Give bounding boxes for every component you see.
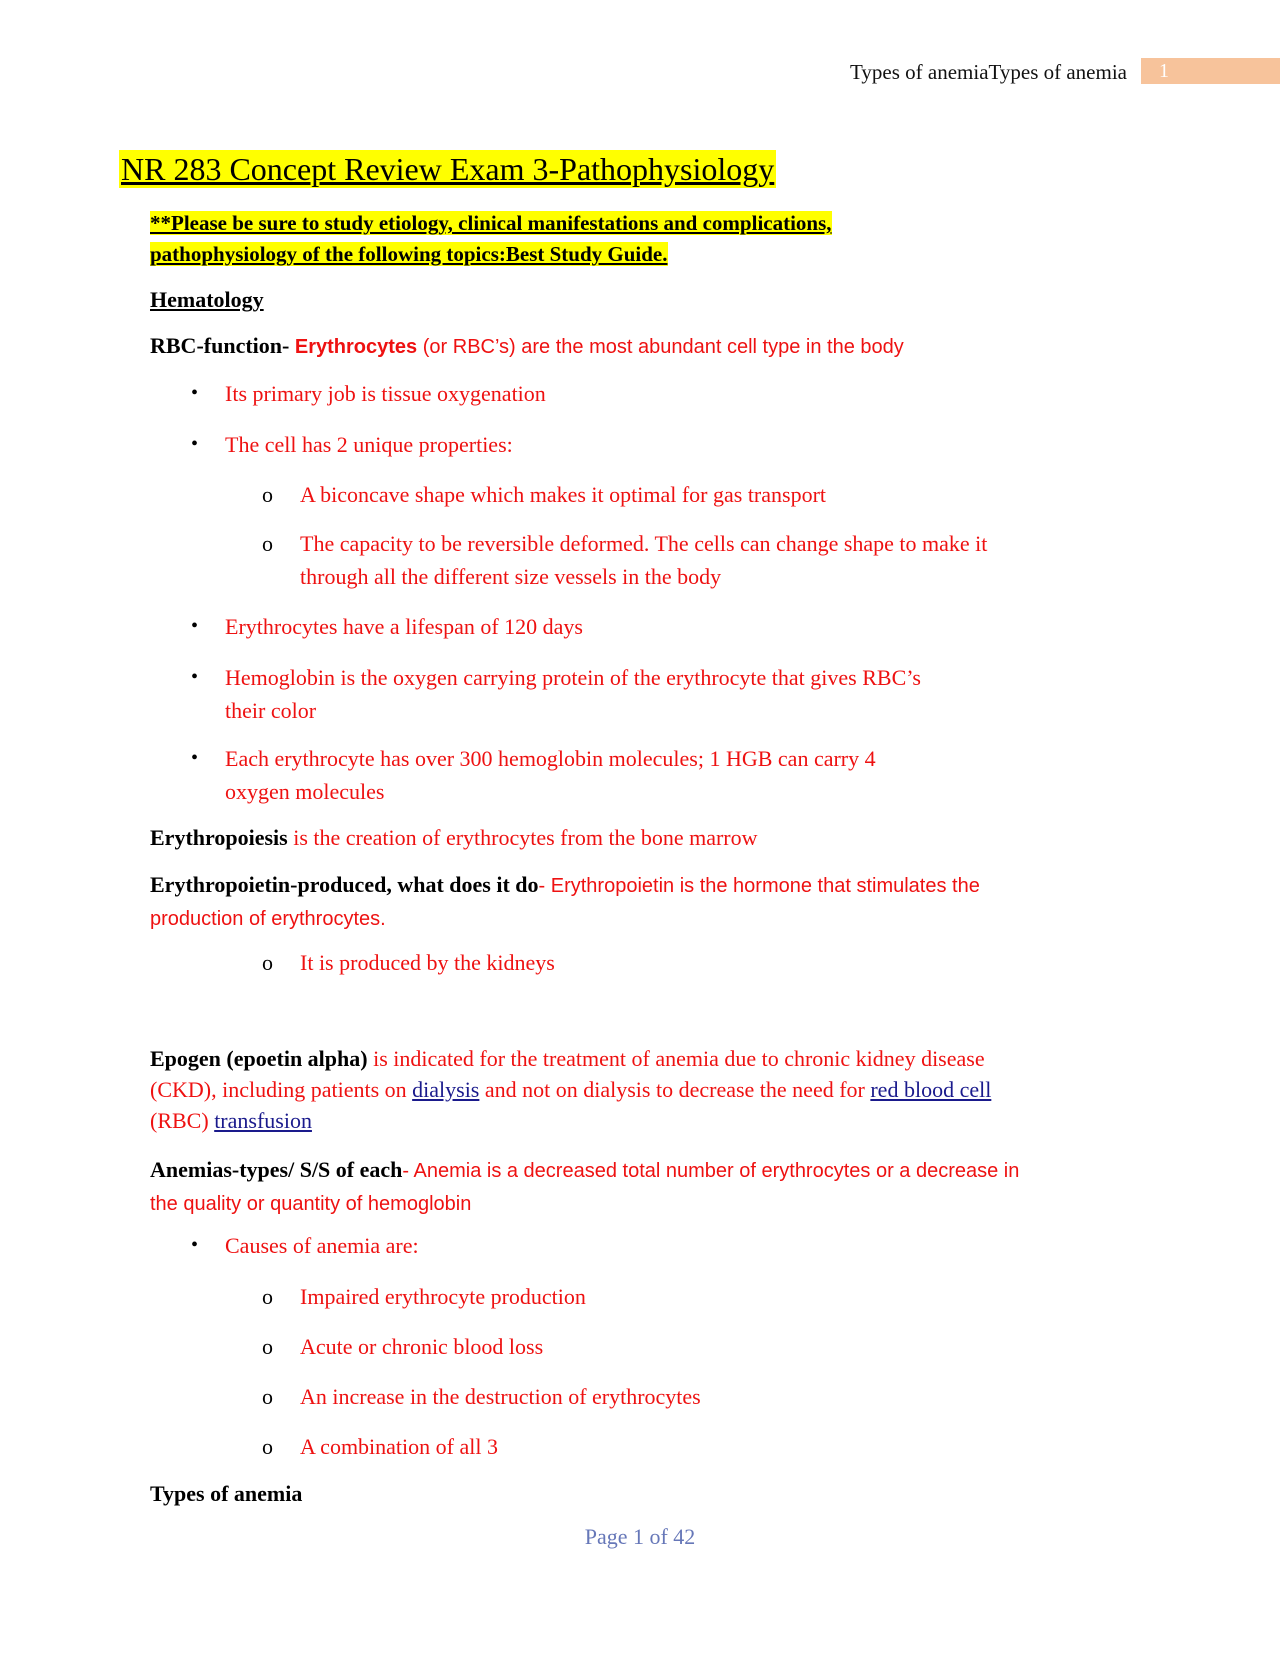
circle-bullet-icon: o (262, 1434, 273, 1459)
epogen-paragraph: Epogen (epoetin alpha) is indicated for the treatment of anemia due to chronic kidney disease (CKD), including patients on dialysis and not on dialysis to decrease the need for red blood cell (RBC) transfusion (150, 1046, 992, 1133)
rbc-function (150, 330, 904, 363)
list-item: • Each erythrocyte has over 300 hemoglobin molecules; 1 HGB can carry 4 oxygen molecules (225, 742, 876, 808)
circle-bullet-icon: o (262, 1384, 273, 1409)
list-item: • Causes of anemia are: (225, 1229, 419, 1262)
red-blood-cell-link[interactable]: red blood cell (870, 1077, 992, 1102)
list-item: • Hemoglobin is the oxygen carrying protein of the erythrocyte that gives RBC’s their color (225, 661, 921, 727)
bullet-icon: • (191, 747, 199, 769)
circle-bullet-icon: o (262, 950, 273, 975)
circle-bullet-icon: o (262, 1334, 273, 1359)
dialysis-link[interactable]: dialysis (412, 1077, 480, 1102)
bullet-icon: • (191, 382, 199, 404)
hematology-heading: Hematology (150, 287, 264, 312)
types-of-anemia-heading: Types of anemia (150, 1481, 303, 1506)
intro-line-1: **Please be sure to study etiology, clinical manifestations and complications, (150, 211, 832, 235)
circle-bullet-icon: o (262, 482, 273, 507)
header-title: Types of anemiaTypes of anemia (850, 60, 1127, 84)
bullet-icon: • (191, 1234, 199, 1256)
intro-line-2: pathophysiology of the following topics:Best Study Guide. (150, 242, 668, 266)
bullet-icon: • (191, 666, 199, 688)
anemias-definition: Anemias-types/ S/S of each- Anemia is a decreased total number of erythrocytes or a decrease in the quality or quantity of hemoglobin (150, 1157, 1020, 1215)
page-footer: Page 1 of 42 (584, 1524, 696, 1549)
bullet-icon: • (191, 615, 199, 637)
list-item: • Its primary job is tissue oxygenation (225, 377, 546, 410)
document-title: NR 283 Concept Review Exam 3-Pathophysiology (121, 151, 775, 187)
sub-list-item: o Impaired erythrocyte production (300, 1280, 586, 1313)
sub-list-item: o An increase in the destruction of erythrocytes (300, 1380, 701, 1413)
circle-bullet-icon: o (262, 531, 273, 556)
sub-list-item: o Acute or chronic blood loss (300, 1330, 543, 1363)
sub-list-item: o A biconcave shape which makes it optimal for gas transport (300, 478, 826, 511)
header-page-number: 1 (1141, 58, 1280, 84)
rbc-function-label: RBC-function- (150, 333, 290, 358)
rbc-function-text: (or RBC’s) are the most abundant cell type in the body (417, 336, 904, 358)
sub-list-item: o It is produced by the kidneys (300, 946, 555, 979)
transfusion-link[interactable]: transfusion (214, 1108, 312, 1133)
sub-list-item: o A combination of all 3 (300, 1430, 498, 1463)
sub-list-item: o The capacity to be reversible deformed. The cells can change shape to make it through all the different size vessels in the body (300, 527, 987, 593)
list-item: • The cell has 2 unique properties: (225, 428, 513, 461)
list-item: • Erythrocytes have a lifespan of 120 days (225, 610, 583, 643)
circle-bullet-icon: o (262, 1284, 273, 1309)
intro-note (150, 208, 990, 270)
erythropoietin-definition: Erythropoietin-produced, what does it do- Erythropoietin is the hormone that stimulates the production of erythrocytes. (150, 872, 980, 930)
page-header (0, 58, 1280, 86)
erythropoiesis-definition: Erythropoiesis is the creation of erythrocytes from the bone marrow (150, 825, 758, 850)
rbc-erythrocytes-term: Erythrocytes (289, 336, 418, 358)
bullet-icon: • (191, 433, 199, 455)
